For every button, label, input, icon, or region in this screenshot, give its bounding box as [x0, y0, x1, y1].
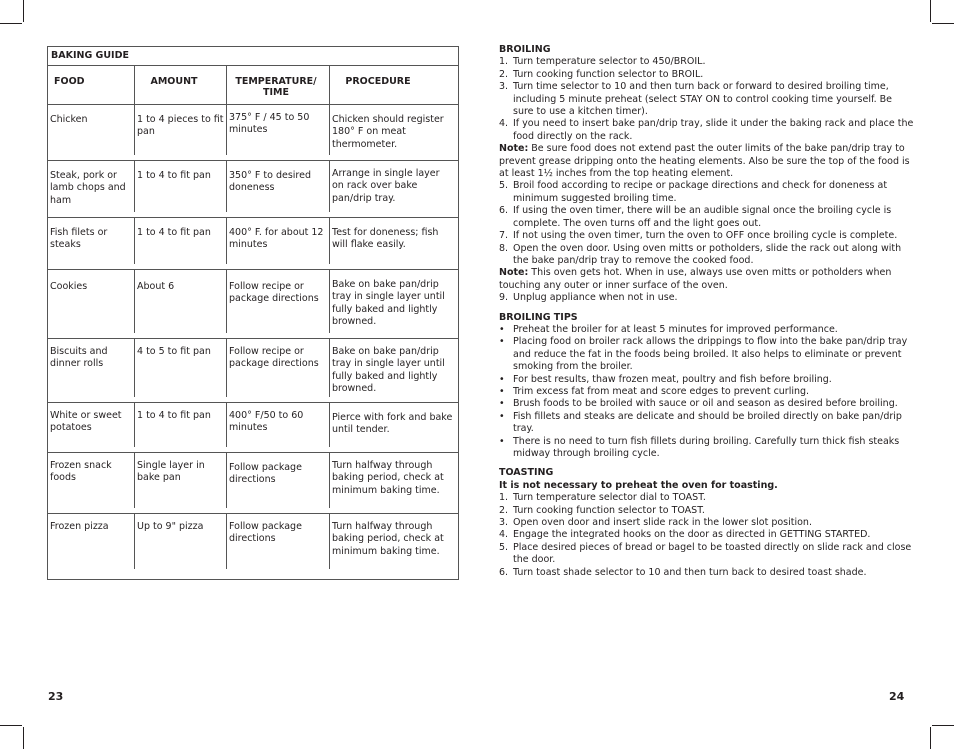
toasting-step: 2. Turn cooking function selector to TOAST. [499, 504, 705, 516]
column-rule [226, 403, 227, 447]
cell-procedure: Bake on bake pan/drip tray in single layer until fully baked and lightly browned. [332, 279, 445, 328]
column-rule [226, 514, 227, 569]
broiling-tips-title: BROILING TIPS [499, 311, 578, 323]
cell-amount: 1 to 4 pieces to fit pan [137, 114, 224, 138]
cell-food: Fish filets or steaks [50, 227, 108, 251]
column-rule [329, 453, 330, 508]
broiling-step: 6. If using the oven timer, there will be an audible signal once the broiling cycle is complete. The oven turns off and the light goes out. [499, 205, 892, 229]
cell-procedure: Bake on bake pan/drip tray in single layer until fully baked and lightly browned. [332, 346, 445, 395]
tip-item: • Trim excess fat from meat and score edges to prevent curling. [499, 385, 810, 397]
column-rule [226, 66, 227, 104]
crop-mark-bottom-left-h [0, 725, 22, 726]
right-page-content [499, 44, 914, 579]
column-rule [226, 105, 227, 155]
broiling-note-1: Note: Be sure food does not extend past the outer limits of the bake pan/drip tray to prevent grease dripping onto the heating elements. Also be sure the top of the food is at least 1½ inches from the top heating element. [499, 143, 910, 180]
broiling-title: BROILING [499, 44, 551, 55]
title-divider [48, 65, 458, 66]
tip-item: • There is no need to turn fish fillets during broiling. Carefully turn thick fish steaks midway through broiling cycle. [499, 435, 900, 459]
broiling-note-2: Note: This oven gets hot. When in use, always use oven mitts or potholders when touching any outer or inner surface of the oven. [499, 267, 892, 291]
cell-temperature-time: 400° F. for about 12 minutes [229, 227, 324, 251]
page-number-right: 24 [889, 690, 905, 703]
column-rule [329, 339, 330, 397]
cell-temperature-time: Follow recipe or package directions [229, 281, 319, 305]
header-procedure: PROCEDURE [345, 76, 411, 87]
column-rule [226, 453, 227, 508]
tip-item: • Preheat the broiler for at least 5 minutes for improved performance. [499, 323, 838, 335]
row-rule [48, 104, 458, 105]
broiling-step: 5. Broil food according to recipe or package directions and check for doneness at minimum suggested broiling time. [499, 180, 888, 204]
row-rule [48, 338, 458, 339]
broiling-tips-list [499, 324, 914, 460]
column-rule [134, 66, 135, 104]
cell-procedure: Arrange in single layer on rack over bake pan/drip tray. [332, 168, 440, 204]
cell-amount: 1 to 4 to fit pan [137, 410, 211, 421]
page-number-left: 23 [48, 690, 64, 703]
column-rule [226, 339, 227, 397]
column-rule [329, 218, 330, 264]
row-rule [48, 269, 458, 270]
column-rule [134, 218, 135, 264]
broiling-step: 8. Open the oven door. Using oven mitts or potholders, slide the rack out along with the bake pan/drip tray to remove the cooked food. [499, 242, 902, 266]
tip-item: • Brush foods to be broiled with sauce or oil and season as desired before broiling. [499, 398, 898, 410]
broiling-steps-a [499, 56, 914, 143]
header-amount: AMOUNT [150, 76, 198, 87]
crop-mark-top-left-h [0, 23, 22, 24]
toasting-step: 1. Turn temperature selector dial to TOAST. [499, 492, 706, 504]
cell-food: Cookies [50, 281, 88, 292]
toasting-step: 5. Place desired pieces of bread or bagel to be toasted directly on slide rack and close the door. [499, 541, 912, 566]
tip-item: • Placing food on broiler rack allows the drippings to flow into the bake pan/drip tray and reduce the fat in the foods being broiled. It also helps to eliminate or prevent smoking from the broiler. [499, 336, 908, 373]
crop-mark-bottom-left-v [23, 727, 24, 749]
cell-amount: 1 to 4 to fit pan [137, 170, 211, 181]
column-rule [226, 270, 227, 333]
row-rule [48, 160, 458, 161]
cell-food: Biscuits and dinner rolls [50, 346, 108, 370]
column-rule [134, 403, 135, 447]
toasting-step: 4. Engage the integrated hooks on the door as directed in GETTING STARTED. [499, 529, 871, 541]
cell-amount: 1 to 4 to fit pan [137, 227, 211, 238]
tip-item: • For best results, thaw frozen meat, poultry and fish before broiling. [499, 373, 832, 385]
cell-amount: 4 to 5 to fit pan [137, 346, 211, 357]
column-rule [134, 105, 135, 155]
row-rule [48, 452, 458, 453]
cell-food: White or sweet potatoes [50, 410, 122, 434]
cell-procedure: Test for doneness; fish will flake easily. [332, 227, 439, 251]
cell-temperature-time: Follow recipe or package directions [229, 346, 319, 370]
cell-procedure: Pierce with fork and bake until tender. [332, 412, 453, 436]
crop-mark-bottom-right-v [930, 727, 931, 749]
cell-amount: Single layer in bake pan [137, 460, 205, 484]
crop-mark-top-right-h [932, 23, 954, 24]
column-rule [329, 161, 330, 212]
row-rule [48, 513, 458, 514]
broiling-step: 9. Unplug appliance when not in use. [499, 292, 678, 304]
baking-guide-title: BAKING GUIDE [51, 50, 129, 61]
broiling-steps-b [499, 180, 914, 267]
cell-procedure: Chicken should register 180° F on meat thermometer. [332, 114, 444, 150]
row-rule [48, 402, 458, 403]
column-rule [226, 161, 227, 212]
header-temperature-time: TEMPERATURE/ TIME [235, 76, 317, 98]
cell-food: Frozen snack foods [50, 460, 112, 484]
toasting-steps [499, 492, 914, 579]
cell-food: Chicken [50, 114, 88, 125]
broiling-step: 4. If you need to insert bake pan/drip tray, slide it under the baking rack and place the food directly on the rack. [499, 118, 914, 142]
cell-food: Frozen pizza [50, 521, 109, 532]
cell-temperature-time: 375° F / 45 to 50 minutes [229, 112, 310, 136]
header-food: FOOD [54, 76, 85, 87]
crop-mark-top-left-v [23, 0, 24, 22]
broiling-step: 7. If not using the oven timer, turn the oven to OFF once broiling cycle is complete. [499, 230, 898, 242]
column-rule [329, 270, 330, 333]
column-rule [134, 514, 135, 569]
column-rule [226, 218, 227, 264]
broiling-step: 3. Turn time selector to 10 and then turn back or forward to desired broiling time, including 5 minute preheat (select STAY ON to control cooking time yourself. Be sure to use a kitchen timer). [499, 81, 893, 118]
broiling-step: 2. Turn cooking function selector to BROIL. [499, 68, 704, 80]
broiling-steps-c [499, 292, 914, 304]
column-rule [329, 514, 330, 569]
column-rule [134, 270, 135, 333]
cell-temperature-time: 400° F/50 to 60 minutes [229, 410, 304, 434]
cell-temperature-time: Follow package directions [229, 462, 302, 486]
cell-procedure: Turn halfway through baking period, check at minimum baking time. [332, 521, 444, 557]
column-rule [329, 66, 330, 104]
toasting-title: TOASTING [499, 467, 554, 479]
row-rule [48, 217, 458, 218]
column-rule [329, 403, 330, 447]
broiling-step: 1. Turn temperature selector to 450/BROIL. [499, 56, 706, 68]
cell-amount: About 6 [137, 281, 175, 292]
column-rule [134, 161, 135, 212]
column-rule [134, 339, 135, 397]
toasting-step: 6. Turn toast shade selector to 10 and then turn back to desired toast shade. [499, 566, 867, 578]
cell-amount: Up to 9" pizza [137, 521, 204, 532]
tip-item: • Fish fillets and steaks are delicate and should be broiled directly on bake pan/drip tray. [499, 410, 902, 435]
cell-food: Steak, pork or lamb chops and ham [50, 170, 126, 206]
cell-temperature-time: Follow package directions [229, 521, 302, 545]
crop-mark-top-right-v [930, 0, 931, 22]
cell-temperature-time: 350° F to desired doneness [229, 170, 311, 194]
crop-mark-bottom-right-h [932, 725, 954, 726]
cell-procedure: Turn halfway through baking period, check at minimum baking time. [332, 460, 444, 496]
column-rule [329, 105, 330, 155]
toasting-step: 3. Open oven door and insert slide rack in the lower slot position. [499, 517, 812, 529]
toasting-subtitle: It is not necessary to preheat the oven for toasting. [499, 479, 778, 491]
column-rule [134, 453, 135, 508]
